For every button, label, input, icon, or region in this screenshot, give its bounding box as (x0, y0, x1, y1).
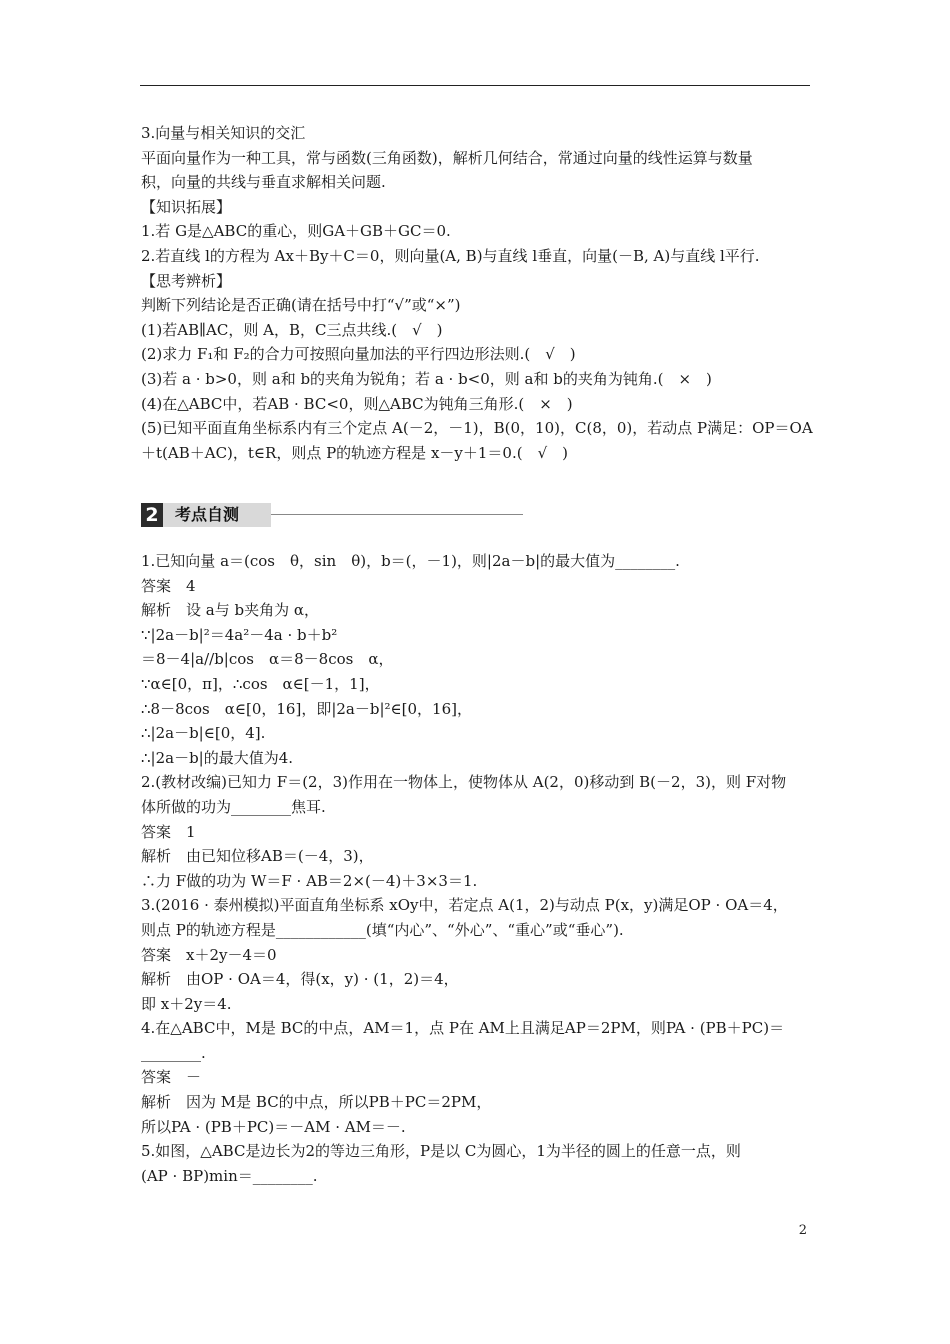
text-line: 平面向量作为一种工具，常与函数(三角函数)，解析几何结合，常通过向量的线性运算与数量 (141, 148, 753, 167)
text-line: 答案 － (141, 1068, 202, 1087)
text-line: 5.如图，△ABC是边长为2的等边三角形，P是以 C为圆心，1为半径的圆上的任意一点，则 (141, 1142, 741, 1161)
text-line: ＋t(AB＋AC)，t∈R，则点 P的轨迹方程是 x－y＋1＝0.( √ ) (141, 443, 569, 462)
text-line: (3)若 a · b>0，则 a和 b的夹角为锐角；若 a · b<0，则 a和 b的夹角为钝角.( × ) (141, 369, 712, 388)
text-line: 3.向量与相关知识的交汇 (141, 124, 306, 142)
text-line: 解析 设 a与 b夹角为 α， (141, 601, 319, 620)
text-line: 答案 4 (141, 576, 196, 595)
banner-rule (271, 514, 523, 515)
header-rule (140, 85, 810, 86)
text-line: ∴力 F做的功为 W＝F · AB＝2×(－4)＋3×3＝1. (141, 871, 478, 890)
text-line: 判断下列结论是否正确(请在括号中打“√”或“×”) (141, 296, 461, 315)
text-line: ∵|2a－b|²＝4a²－4a · b＋b² (141, 625, 338, 644)
text-line: (1)若AB∥AC，则 A，B，C三点共线.( √ ) (141, 320, 443, 339)
text-line: (5)已知平面直角坐标系内有三个定点 A(－2，－1)，B(0，10)，C(8，0)，若动点 P满足：OP＝OA (141, 419, 813, 438)
text-line: 4.在△ABC中，M是 BC的中点，AM＝1，点 P在 AM上且满足AP＝2PM，则PA · (PB＋PC)＝ (141, 1019, 785, 1038)
text-line: ∴|2a－b|∈[0，4]. (141, 724, 266, 743)
text-line: 【思考辨析】 (141, 271, 232, 290)
text-line: (4)在△ABC中，若AB · BC<0，则△ABC为钝角三角形.( × ) (141, 394, 573, 413)
text-line: 3.(2016 · 泰州模拟)平面直角坐标系 xOy中，若定点 A(1，2)与动点 P(x，y)满足OP · OA＝4， (141, 896, 788, 915)
text-line: 答案 x＋2y－4＝0 (141, 945, 277, 964)
text-line: 所以PA · (PB＋PC)＝－AM · AM＝－. (141, 1117, 406, 1136)
text-line: 2.(教材改编)已知力 F＝(2，3)作用在一物体上，使物体从 A(2，0)移动到 B(－2，3)，则 F对物 (141, 773, 787, 792)
section-title: 考点自测 (163, 503, 271, 527)
text-line: 解析 由已知位移AB＝(－4，3)， (141, 847, 374, 866)
text-line: ∴|2a－b|的最大值为4. (141, 748, 294, 767)
text-line: (AP · BP)min＝________. (141, 1166, 318, 1185)
text-line: 答案 1 (141, 822, 196, 841)
section-knowledge-summary (141, 121, 813, 465)
text-line: 【知识拓展】 (141, 197, 232, 216)
page-number: 2 (798, 1223, 807, 1238)
text-line: ∵α∈[0，π]，∴cos α∈[－1，1]， (141, 674, 380, 693)
text-line: 则点 P的轨迹方程是____________(填“内心”、“外心”、“重心”或“垂心”). (141, 920, 624, 939)
text-line: 1.若 G是△ABC的重心，则GA＋GB＋GC＝0. (141, 222, 451, 241)
text-line: ________. (141, 1043, 206, 1062)
text-line: 即 x＋2y＝4. (141, 994, 232, 1013)
text-line: 体所做的功为________焦耳. (141, 797, 326, 816)
text-line: 1.已知向量 a＝(cos θ，sin θ)，b＝(，－1)，则|2a－b|的最大值为________. (141, 552, 680, 570)
text-line: 2.若直线 l的方程为 Ax＋By＋C＝0，则向量(A, B)与直线 l垂直，向量(－B, A)与直线 l平行. (141, 246, 760, 265)
text-line: 积，向量的共线与垂直求解相关问题. (141, 173, 386, 192)
section-banner (141, 503, 523, 527)
text-line: (2)求力 F₁和 F₂的合力可按照向量加法的平行四边形法则.( √ ) (141, 345, 576, 364)
section-self-test (141, 549, 813, 1188)
section-number-badge: 2 (141, 503, 163, 527)
text-line: 解析 因为 M是 BC的中点，所以PB＋PC＝2PM， (141, 1093, 492, 1112)
text-line: ∴8－8cos α∈[0，16]，即|2a－b|²∈[0，16]， (141, 699, 472, 718)
text-line: 解析 由OP · OA＝4，得(x，y) · (1，2)＝4， (141, 970, 459, 989)
text-line: ＝8－4|a//b|cos α＝8－8cos α， (141, 650, 394, 669)
